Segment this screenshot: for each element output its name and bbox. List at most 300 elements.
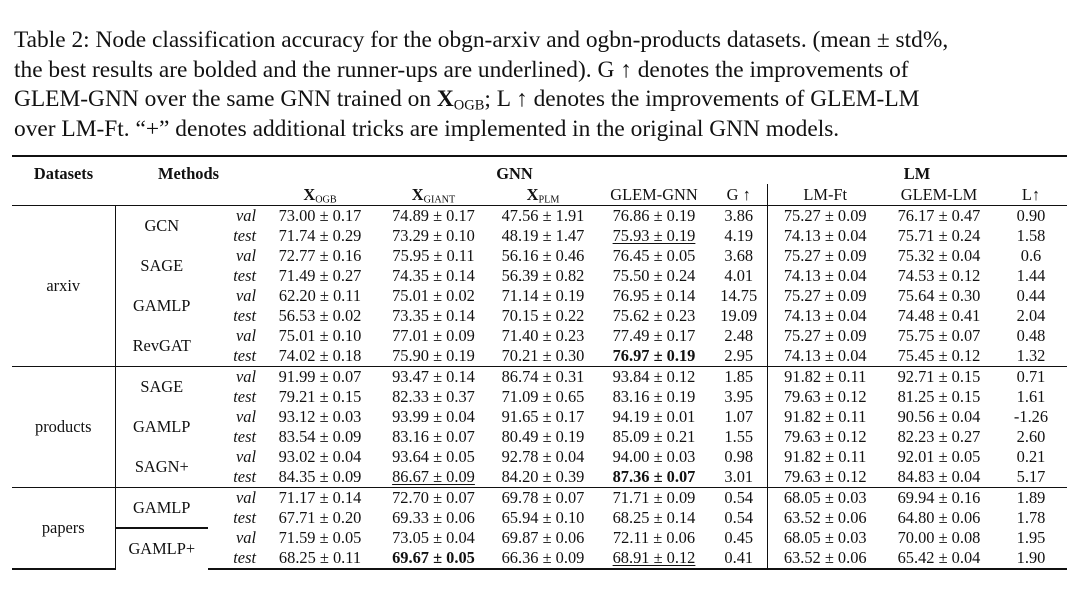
header-blank [208,184,262,206]
table-cell [883,266,995,286]
caption-line-4: over LM-Ft. “+” denotes additional tricks are implemented in the original GNN models. [14,115,840,142]
table-cell [711,427,767,447]
cell-value: 66.36 ± 0.09 [501,548,585,567]
cell-value: 0.90 [1016,206,1046,225]
method-label: GAMLP [115,488,208,529]
table-cell [995,387,1067,407]
cell-value: 74.02 ± 0.18 [278,346,362,365]
header-row-1 [12,156,1067,184]
caption-line-3-pre: GLEM-GNN over the same GNN trained on [14,86,437,113]
table-cell [711,548,767,569]
table-cell [489,427,597,447]
table-cell [767,488,883,509]
cell-value: 94.00 ± 0.03 [612,447,696,466]
table-cell [711,508,767,528]
cell-value: 14.75 [720,286,758,305]
cell-value: 2.95 [724,346,754,365]
table-row [12,528,1067,548]
table-cell [378,306,489,326]
caption-x-subscript: OGB [453,97,485,114]
table-cell [597,508,711,528]
table-cell [767,206,883,227]
split-label: val [235,407,256,426]
method-label: GAMLP [115,286,208,326]
table-cell [767,387,883,407]
table-cell [597,488,711,509]
cell-value: 56.39 ± 0.82 [501,266,585,285]
table-cell [262,407,378,427]
table-cell [995,407,1067,427]
table-cell [489,387,597,407]
cell-value: 93.99 ± 0.04 [392,407,475,426]
cell-value: 93.47 ± 0.14 [392,367,475,386]
column-header-label: LM-Ft [803,184,848,204]
table-cell [378,326,489,346]
table-cell [995,528,1067,548]
method-label: RevGAT [115,326,208,367]
table-cell [767,246,883,266]
table-cell [883,488,995,509]
table-cell [711,488,767,509]
table-cell [711,286,767,306]
table-cell [378,206,489,227]
cell-value: 69.94 ± 0.16 [897,488,981,507]
cell-value: 82.23 ± 0.27 [897,427,981,446]
table-cell [489,246,597,266]
cell-value: 79.63 ± 0.12 [783,387,867,406]
column-header [711,184,767,206]
table-cell [883,467,995,488]
cell-value: 56.53 ± 0.02 [278,306,362,325]
table-cell [711,346,767,367]
table-cell [262,387,378,407]
cell-value: 75.45 ± 0.12 [897,346,981,365]
cell-value: 75.27 ± 0.09 [783,286,867,305]
caption-line-2: the best results are bolded and the runner-ups are underlined). G ↑ denotes the improvements of [14,56,909,83]
cell-value: 74.48 ± 0.41 [897,306,981,325]
table-header [12,156,1067,206]
table-cell [883,286,995,306]
table-cell [262,246,378,266]
table-cell [995,447,1067,467]
table-cell [883,306,995,326]
table-cell [995,427,1067,447]
header-datasets: Datasets [12,156,115,184]
cell-value: 48.19 ± 1.47 [501,226,585,245]
cell-value: 47.56 ± 1.91 [501,206,585,225]
table-row [12,246,1067,266]
cell-value: 71.59 ± 0.05 [278,528,362,547]
cell-value: 75.95 ± 0.11 [392,246,475,265]
table-cell [378,427,489,447]
dataset-label: products [12,367,115,488]
table-cell [378,508,489,528]
cell-value: 76.95 ± 0.14 [612,286,696,305]
table-cell [597,326,711,346]
table-cell [597,306,711,326]
column-header-subscript: GIANT [423,194,456,206]
table-cell [378,528,489,548]
cell-value: 71.71 ± 0.09 [612,488,696,507]
split-label: val [208,206,262,227]
table-cell [711,326,767,346]
table-cell [767,528,883,548]
cell-value: 75.93 ± 0.19 [612,226,696,245]
table-cell [711,467,767,488]
cell-value: 94.19 ± 0.01 [612,407,696,426]
table-cell [597,367,711,388]
cell-value: -1.26 [1013,407,1049,426]
cell-value: 75.01 ± 0.10 [278,326,362,345]
cell-value: 4.19 [724,226,754,245]
cell-value: 1.32 [1016,346,1046,365]
cell-value: 83.54 ± 0.09 [278,427,362,446]
cell-value: 90.56 ± 0.04 [897,407,981,426]
table-cell [489,286,597,306]
column-header-label: G ↑ [726,184,751,204]
cell-value: 68.91 ± 0.12 [612,548,696,567]
table-cell [262,286,378,306]
split-label: val [235,447,256,466]
table-cell [597,467,711,488]
table-cell [489,266,597,286]
table-cell [767,407,883,427]
table-cell [489,508,597,528]
cell-value: 0.71 [1016,367,1046,386]
table-cell [767,286,883,306]
table-cell [883,548,995,569]
cell-value: 0.45 [724,528,754,547]
cell-value: 84.20 ± 0.39 [501,467,585,486]
table-cell [489,447,597,467]
table-cell [378,447,489,467]
split-label: val [208,488,262,509]
cell-value: 75.71 ± 0.24 [897,226,981,245]
table-cell [378,286,489,306]
table-cell [995,326,1067,346]
column-header-label: X [526,184,539,204]
table-cell [597,387,711,407]
table-cell [597,266,711,286]
table-cell [883,367,995,388]
table-cell [489,467,597,488]
table-cell [262,326,378,346]
cell-value: 71.49 ± 0.27 [278,266,362,285]
table-cell [995,488,1067,509]
cell-value: 74.89 ± 0.17 [392,206,475,225]
table-cell [489,206,597,227]
cell-value: 77.49 ± 0.17 [612,326,696,345]
table-cell [489,548,597,569]
split-label: test [233,427,256,446]
cell-value: 72.77 ± 0.16 [278,246,362,265]
table-row [12,447,1067,467]
cell-value: 93.02 ± 0.04 [278,447,362,466]
cell-value: 1.78 [1016,508,1046,527]
cell-value: 2.04 [1016,306,1046,325]
cell-value: 75.01 ± 0.02 [392,286,475,305]
table-cell [883,246,995,266]
column-header-label: GLEM-GNN [610,184,698,204]
table-cell [597,528,711,548]
cell-value: 76.86 ± 0.19 [612,206,696,225]
column-header [597,184,711,206]
cell-value: 75.50 ± 0.24 [612,266,696,285]
cell-value: 71.40 ± 0.23 [501,326,585,345]
header-methods: Methods [115,156,262,184]
caption-line-3 [14,85,1064,115]
cell-value: 68.25 ± 0.14 [612,508,696,527]
table-cell [767,548,883,569]
split-label: test [233,387,256,406]
cell-value: 64.80 ± 0.06 [897,508,981,527]
cell-value: 91.99 ± 0.07 [278,367,362,386]
cell-value: 83.16 ± 0.19 [612,387,696,406]
table-cell [262,206,378,227]
table-cell [995,286,1067,306]
table-cell [767,508,883,528]
cell-value: 75.27 ± 0.09 [783,246,867,265]
cell-value: 86.74 ± 0.31 [501,367,585,386]
cell-value: 73.35 ± 0.14 [392,306,475,325]
split-label: val [235,528,256,547]
cell-value: 0.44 [1016,286,1046,305]
method-label: SAGE [115,367,208,408]
table-cell [597,246,711,266]
cell-value: 68.25 ± 0.11 [278,548,362,567]
cell-value: 0.54 [724,488,754,507]
cell-value: 71.14 ± 0.19 [501,286,585,305]
cell-value: 74.13 ± 0.04 [783,266,867,285]
cell-value: 5.17 [1016,467,1046,486]
cell-value: 74.53 ± 0.12 [897,266,981,285]
table-cell [262,508,378,528]
cell-value: 73.00 ± 0.17 [278,206,362,225]
cell-value: 80.49 ± 0.19 [501,427,585,446]
cell-value: 68.05 ± 0.03 [783,488,867,507]
column-header-label: L↑ [1021,184,1041,204]
cell-value: 0.98 [724,447,754,466]
column-header [767,184,883,206]
cell-value: 76.97 ± 0.19 [612,346,696,365]
table-cell [378,226,489,246]
table-cell [262,226,378,246]
table-cell [711,226,767,246]
table-cell [995,206,1067,227]
table-cell [767,447,883,467]
table-cell [378,467,489,488]
cell-value: 0.41 [724,548,754,567]
cell-value: 75.62 ± 0.23 [612,306,696,325]
table-cell [262,467,378,488]
column-header [995,184,1067,206]
cell-value: 68.05 ± 0.03 [783,528,867,547]
column-header-label: X [303,184,316,204]
split-label: test [233,266,256,285]
table-cell [262,367,378,388]
table-cell [489,226,597,246]
table-cell [378,367,489,388]
cell-value: 91.82 ± 0.11 [784,367,867,386]
cell-value: 3.68 [724,246,754,265]
cell-value: 91.65 ± 0.17 [501,407,585,426]
table-cell [883,226,995,246]
cell-value: 76.45 ± 0.05 [612,246,696,265]
split-label: test [233,226,256,245]
cell-value: 75.27 ± 0.09 [783,326,867,345]
table-cell [883,346,995,367]
split-label: test [208,548,262,569]
column-header-subscript: OGB [315,194,337,206]
cell-value: 72.70 ± 0.07 [392,488,475,507]
table-cell [262,346,378,367]
table-cell [489,326,597,346]
cell-value: 84.83 ± 0.04 [897,467,981,486]
cell-value: 1.58 [1016,226,1046,245]
cell-value: 65.42 ± 0.04 [897,548,981,567]
caption-line-1: Table 2: Node classification accuracy for the obgn-arxiv and ogbn-products datasets. (mean ± std%, [14,27,949,53]
method-label: SAGE [115,246,208,286]
cell-value: 79.63 ± 0.12 [783,467,867,486]
cell-value: 70.15 ± 0.22 [501,306,585,325]
cell-value: 19.09 [720,306,758,325]
table-cell [711,407,767,427]
table-cell [995,346,1067,367]
table-cell [767,266,883,286]
cell-value: 74.13 ± 0.04 [783,306,867,325]
cell-value: 1.55 [724,427,754,446]
table-cell [767,306,883,326]
cell-value: 2.60 [1016,427,1046,446]
table-cell [883,528,995,548]
split-label: test [233,467,256,486]
cell-value: 86.67 ± 0.09 [392,467,475,486]
table-cell [995,226,1067,246]
table-cell [262,427,378,447]
split-label: val [235,286,256,305]
table-cell [883,447,995,467]
table-row [12,206,1067,227]
cell-value: 72.11 ± 0.06 [612,528,696,547]
table-cell [262,306,378,326]
cell-value: 3.86 [724,206,754,225]
cell-value: 63.52 ± 0.06 [783,548,867,567]
cell-value: 71.09 ± 0.65 [501,387,585,406]
cell-value: 92.01 ± 0.05 [897,447,981,466]
cell-value: 75.75 ± 0.07 [897,326,981,345]
cell-value: 76.17 ± 0.47 [897,206,981,225]
cell-value: 1.89 [1016,488,1046,507]
table-cell [262,266,378,286]
cell-value: 75.27 ± 0.09 [783,206,867,225]
table-cell [711,387,767,407]
header-blank [115,184,208,206]
table-cell [597,286,711,306]
cell-value: 92.78 ± 0.04 [501,447,585,466]
table-row [12,326,1067,346]
table-cell [378,548,489,569]
table-cell [883,407,995,427]
cell-value: 84.35 ± 0.09 [278,467,362,486]
table-cell [995,266,1067,286]
cell-value: 67.71 ± 0.20 [278,508,362,527]
cell-value: 71.74 ± 0.29 [278,226,362,245]
method-label: GCN [115,206,208,247]
cell-value: 79.63 ± 0.12 [783,427,867,446]
header-gnn: GNN [262,156,767,184]
header-row-2 [12,184,1067,206]
cell-value: 77.01 ± 0.09 [392,326,475,345]
cell-value: 1.90 [1016,548,1046,567]
method-label: GAMLP+ [115,528,208,569]
table-cell [995,467,1067,488]
table-cell [597,206,711,227]
cell-value: 73.29 ± 0.10 [392,226,475,245]
table-cell [597,548,711,569]
table-cell [378,346,489,367]
cell-value: 69.87 ± 0.06 [501,528,585,547]
table-cell [378,407,489,427]
column-header [883,184,995,206]
table-cell [597,447,711,467]
cell-value: 63.52 ± 0.06 [783,508,867,527]
cell-value: 0.48 [1016,326,1046,345]
table-cell [378,488,489,509]
header-blank [12,184,115,206]
cell-value: 87.36 ± 0.07 [612,467,696,486]
table-cell [767,367,883,388]
table-cell [489,528,597,548]
table-cell [767,427,883,447]
table-cell [597,407,711,427]
cell-value: 91.82 ± 0.11 [784,407,867,426]
table-cell [262,528,378,548]
table-row [12,367,1067,388]
table-cell [489,306,597,326]
split-label: test [233,306,256,325]
table-cell [995,367,1067,388]
table-cell [995,508,1067,528]
cell-value: 85.09 ± 0.21 [612,427,696,446]
cell-value: 79.21 ± 0.15 [278,387,362,406]
caption-x-symbol: X [436,86,454,113]
table-caption [14,26,1064,144]
column-header-subscript: PLM [538,194,560,206]
table-cell [711,528,767,548]
table-cell [883,206,995,227]
cell-value: 74.13 ± 0.04 [783,346,867,365]
method-label: SAGN+ [115,447,208,488]
cell-value: 3.95 [724,387,754,406]
cell-value: 56.16 ± 0.46 [501,246,585,265]
cell-value: 4.01 [724,266,754,285]
cell-value: 0.21 [1016,447,1046,466]
table-cell [378,387,489,407]
dataset-label: papers [12,488,115,570]
results-table [12,155,1067,570]
table-cell [883,326,995,346]
table-cell [378,266,489,286]
cell-value: 91.82 ± 0.11 [784,447,867,466]
table-cell [262,548,378,569]
cell-value: 70.00 ± 0.08 [897,528,981,547]
cell-value: 65.94 ± 0.10 [501,508,585,527]
table-cell [711,447,767,467]
cell-value: 75.32 ± 0.04 [897,246,981,265]
column-header [262,184,378,206]
column-header [489,184,597,206]
table-cell [597,427,711,447]
